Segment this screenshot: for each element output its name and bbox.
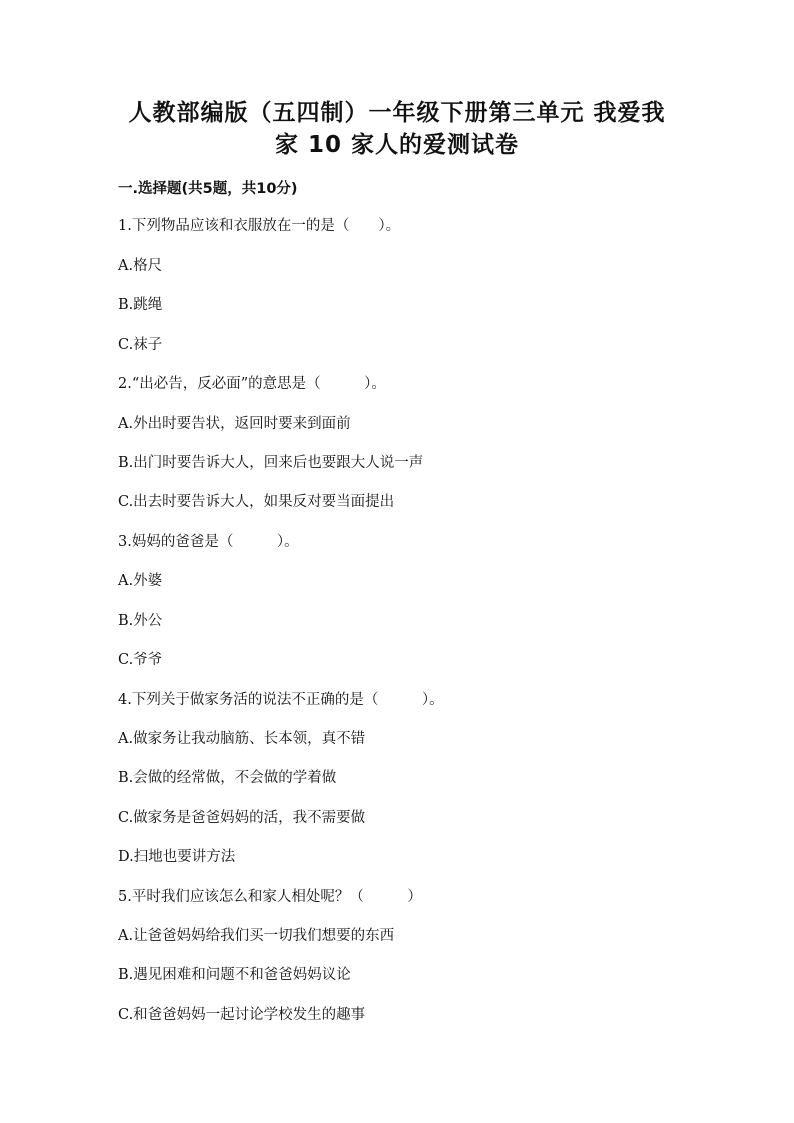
question-4-stem: 4.下列关于做家务活的说法不正确的是（ ）。 [118,692,444,708]
question-3-stem: 3.妈妈的爸爸是（ ）。 [118,534,299,550]
question-5-option-a: A.让爸爸妈妈给我们买一切我们想要的东西 [118,928,395,944]
page-title-line-2: 家 10 家人的爱测试卷 [274,132,520,158]
question-3-option-b: B.外公 [118,613,163,629]
question-2-option-a: A.外出时要告状，返回时要来到面前 [118,416,351,432]
question-2-stem: 2.“出必告，反必面”的意思是（ ）。 [118,376,386,392]
question-3-option-a: A.外婆 [118,573,163,589]
question-4-option-d: D.扫地也要讲方法 [118,849,236,865]
question-5-option-b: B.遇见困难和问题不和爸爸妈妈议论 [118,967,351,983]
question-3-option-c: C.爷爷 [118,652,163,668]
question-5-stem: 5.平时我们应该怎么和家人相处呢？（ ） [118,889,422,905]
question-4-option-a: A.做家务让我动脑筋、长本领，真不错 [118,731,366,747]
question-4-option-c: C.做家务是爸爸妈妈的活，我不需要做 [118,810,366,826]
question-1-option-c: C.袜子 [118,337,163,353]
question-1-option-b: B.跳绳 [118,297,163,313]
question-2-option-b: B.出门时要告诉大人，回来后也要跟大人说一声 [118,455,424,471]
page-title-line-1: 人教部编版（五四制）一年级下册第三单元 我爱我 [128,100,666,126]
question-1-stem: 1.下列物品应该和衣服放在一的是（ ）。 [118,218,401,234]
question-5-option-c: C.和爸爸妈妈一起讨论学校发生的趣事 [118,1007,366,1023]
question-2-option-c: C.出去时要告诉大人，如果反对要当面提出 [118,494,395,510]
section-heading: 一.选择题(共5题，共10分) [118,181,298,197]
question-4-option-b: B.会做的经常做，不会做的学着做 [118,770,337,786]
question-1-option-a: A.格尺 [118,258,163,274]
